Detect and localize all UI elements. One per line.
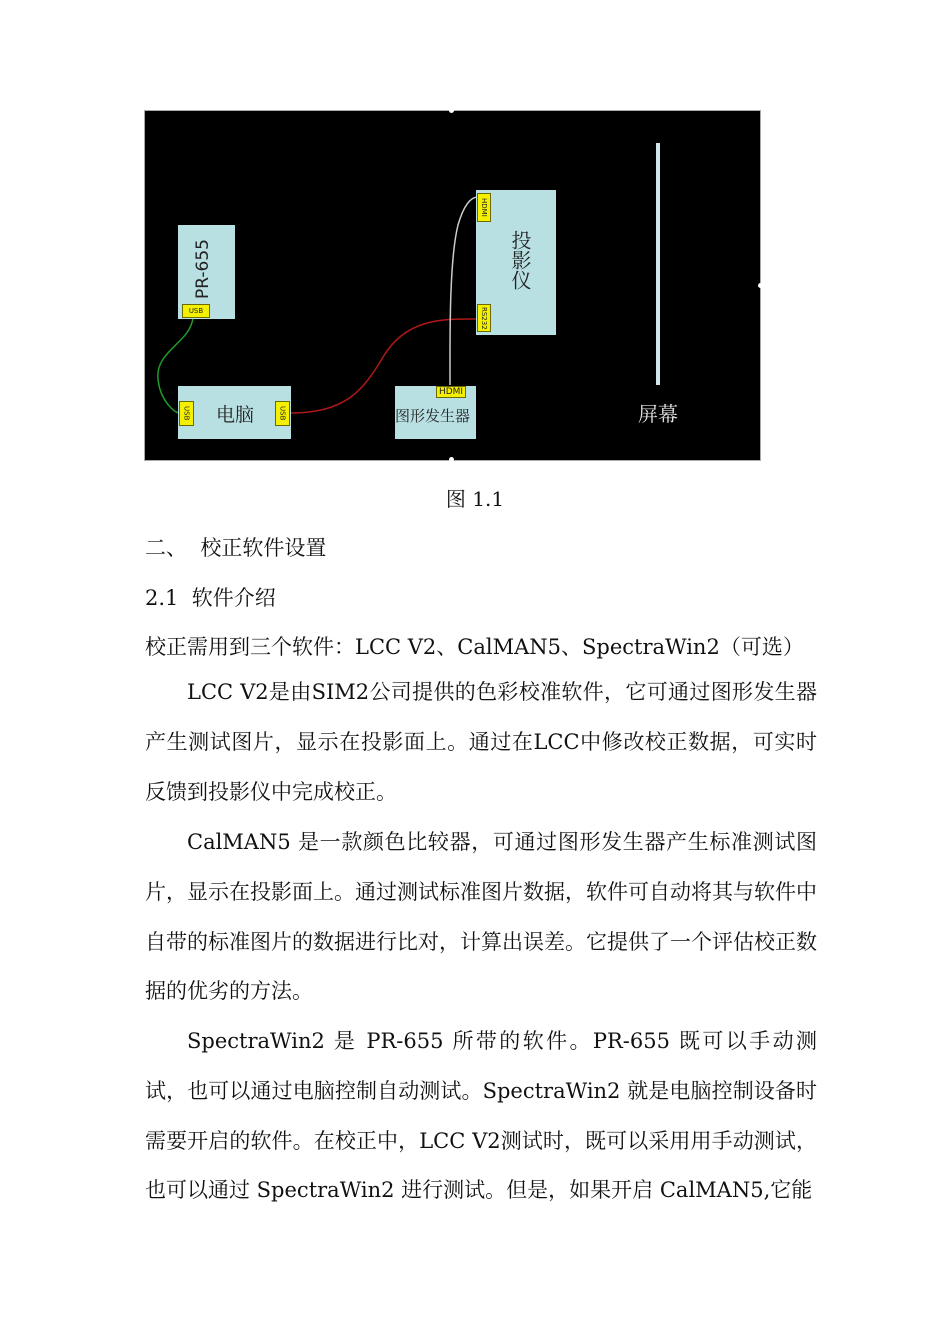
connection-diagram — [144, 110, 761, 461]
projector-device — [476, 190, 556, 335]
computer-usb-port-right: USB — [275, 401, 290, 426]
pr655-label: PR-655 — [193, 239, 213, 299]
generator-label: 图形发生器 — [395, 407, 471, 425]
projector-label: 投影仪 — [508, 230, 532, 290]
figure-caption: 图 1.1 — [445, 487, 505, 511]
pattern-generator-device — [395, 386, 476, 439]
hdmi-cable — [450, 197, 478, 385]
section-heading: 二、 校正软件设置 — [145, 536, 327, 560]
paragraph-lcc: LCC V2是由SIM2公司提供的色彩校准软件，它可通过图形发生器产生测试图片，显示在投影面上。通过在LCC中修改校正数据，可实时反馈到投影仪中完成校正。 — [145, 680, 817, 804]
subsection-heading: 2.1 软件介绍 — [145, 586, 276, 610]
computer-usb-port-left: USB — [179, 401, 194, 426]
screen-label: 屏幕 — [638, 402, 678, 426]
computer-device — [178, 386, 291, 439]
generator-hdmi-port: HDMI — [436, 386, 466, 398]
projector-rs232-port: RS232 — [477, 304, 491, 332]
projector-hdmi-port: HDMI — [477, 193, 491, 222]
projection-screen — [656, 143, 660, 385]
computer-label: 电脑 — [216, 404, 255, 426]
intro-line: 校正需用到三个软件：LCC V2、CalMAN5、SpectraWin2（可选） — [145, 635, 804, 659]
pr655-usb-port: USB — [182, 304, 210, 318]
paragraph-calman: CalMAN5 是一款颜色比较器，可通过图形发生器产生标准测试图片，显示在投影面上。通过测试标准图片数据，软件可自动将其与软件中自带的标准图片的数据进行比对，计算出误差。它提供了一个评估校正数据的优劣的方法。 — [145, 830, 817, 1004]
paragraph-spectrawin: SpectraWin2 是 PR-655 所带的软件。PR-655 既可以手动测试，也可以通过电脑控制自动测试。SpectraWin2 就是电脑控制设备时需要开启的软件。在校正中，LCC V2测试时，既可以采用用手动测试，也可以通过 SpectraWin2 进行测试。但是，如果开启 CalMAN5,它能 — [145, 1029, 817, 1203]
pr655-device — [178, 225, 235, 319]
